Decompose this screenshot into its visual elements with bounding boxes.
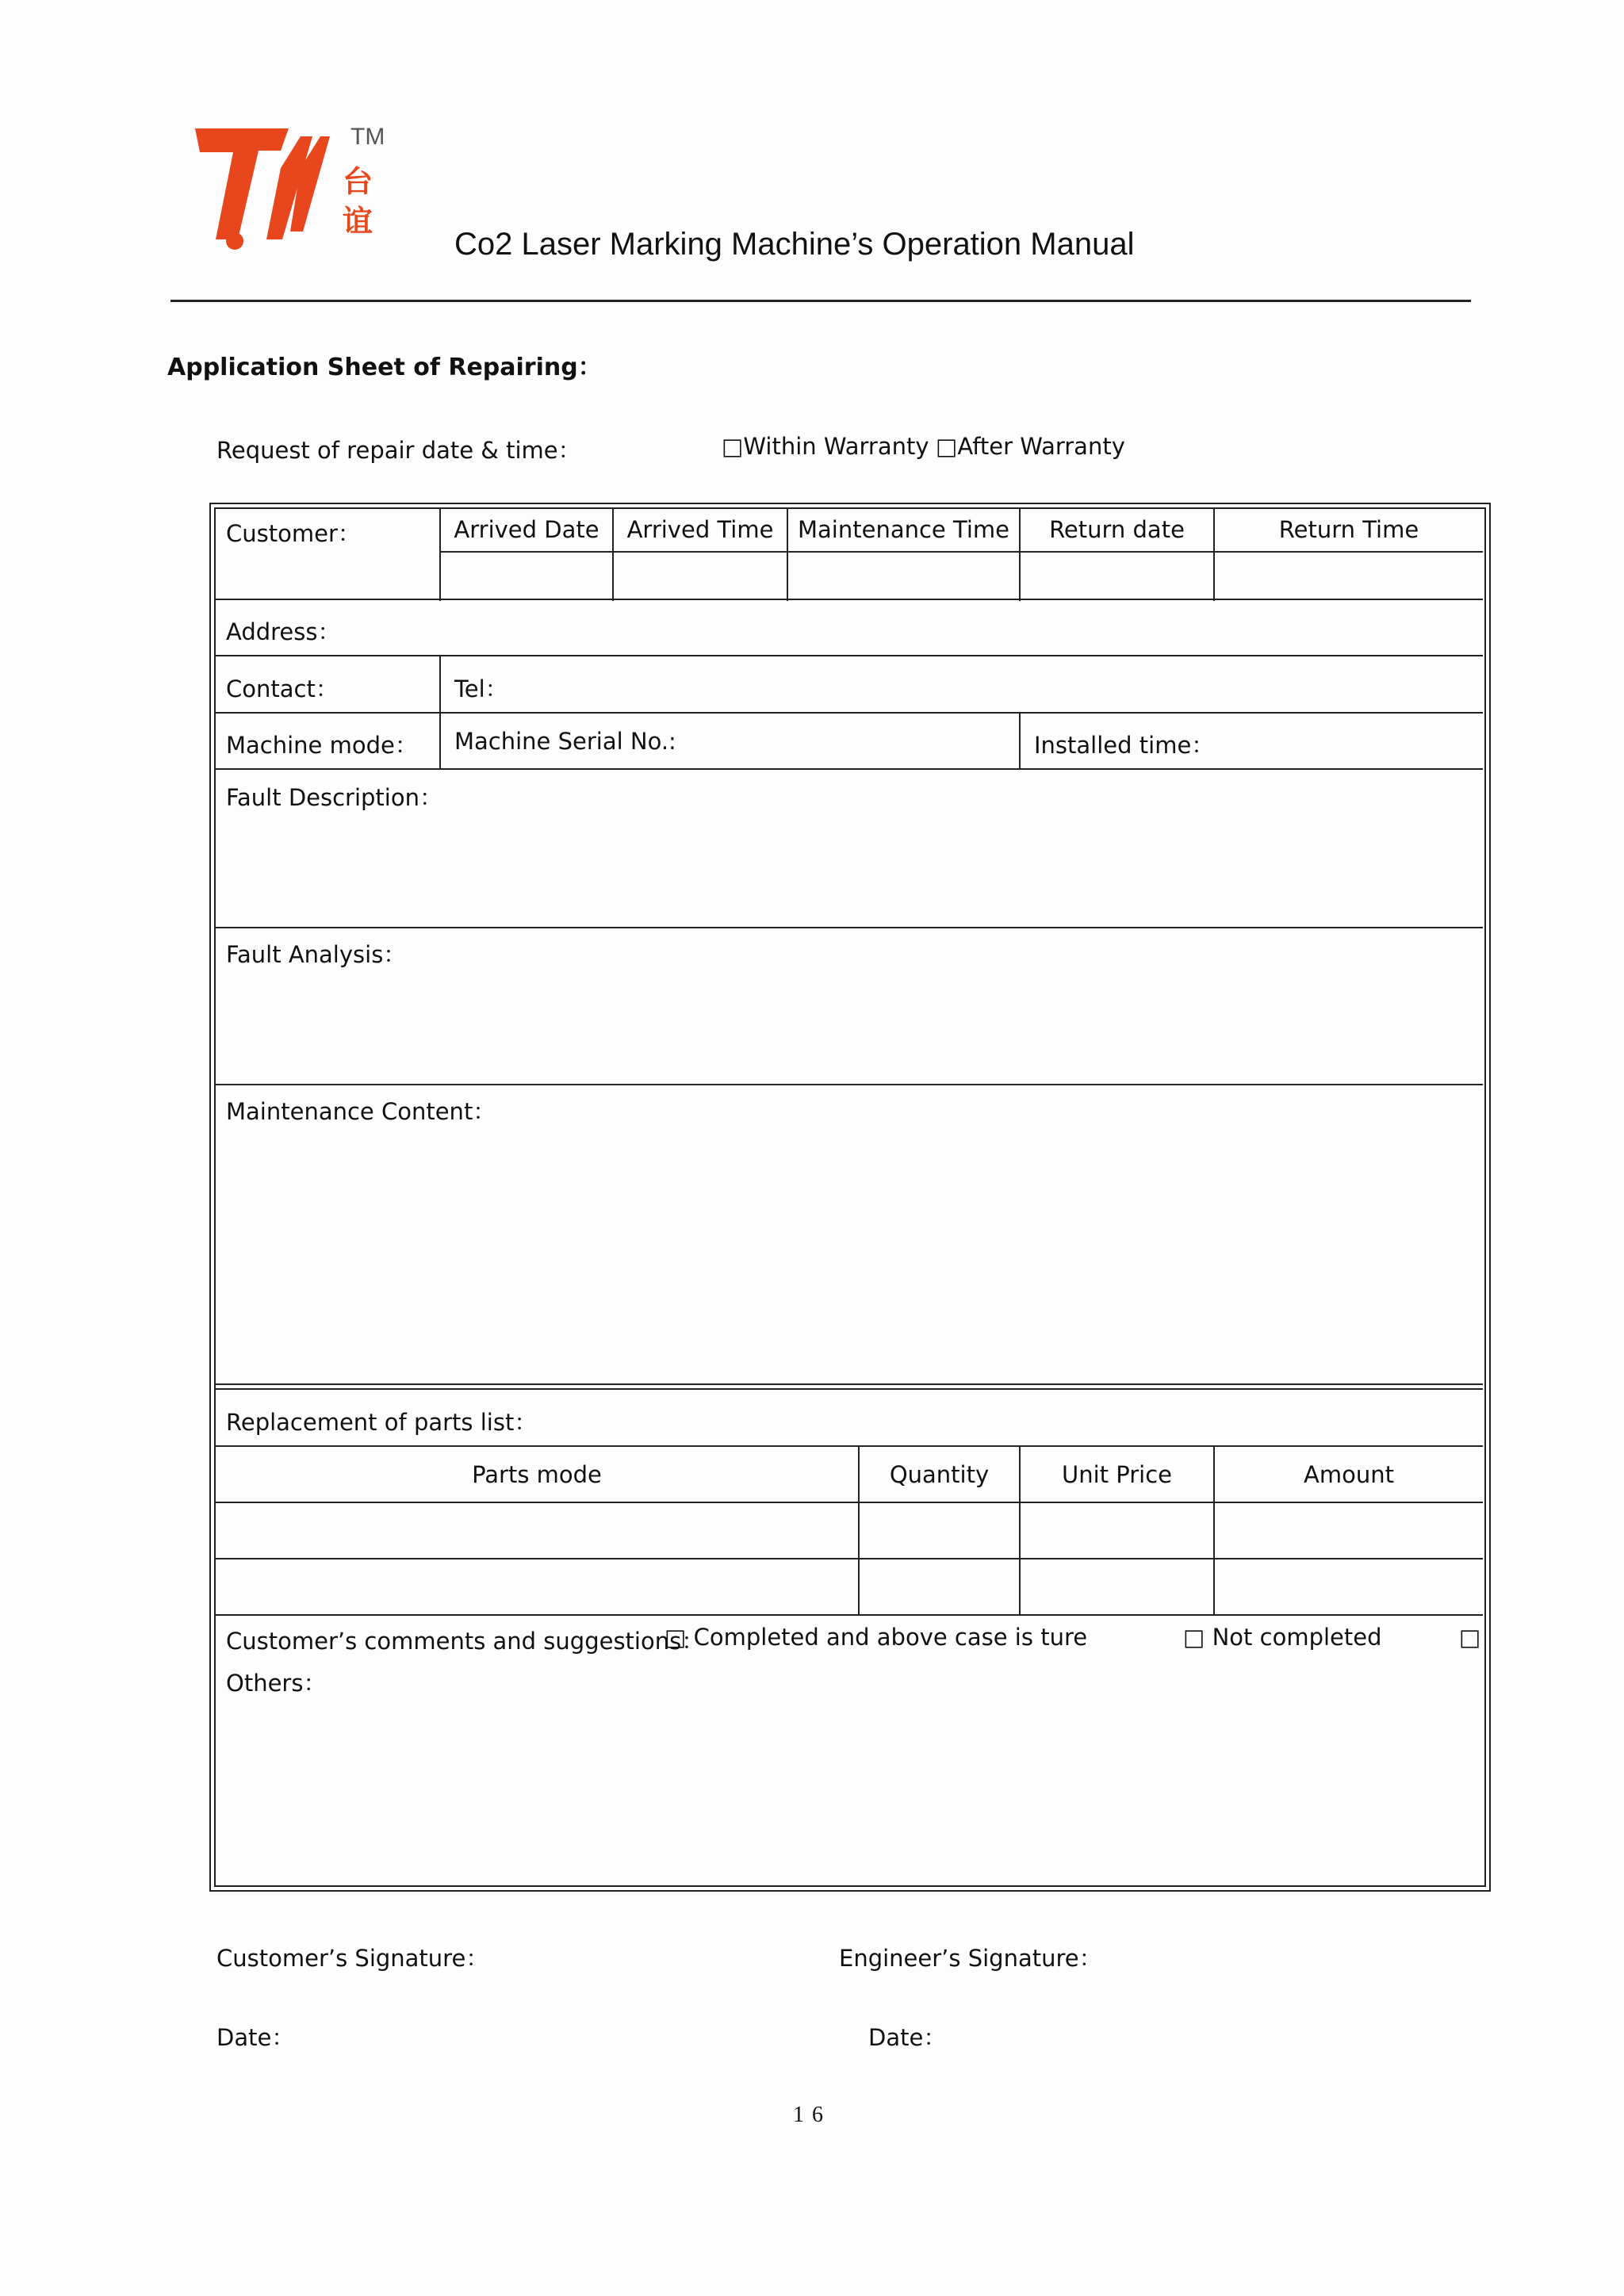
parts-list-label: Replacement of parts list： xyxy=(226,1409,538,1436)
logo-char-2: 谊 xyxy=(343,204,373,239)
grid-line xyxy=(1019,712,1021,770)
grid-line xyxy=(216,1445,1483,1447)
others-label: Others： xyxy=(226,1670,327,1697)
fault-description-label: Fault Description： xyxy=(226,784,442,811)
col-arrived-date: Arrived Date xyxy=(454,516,599,543)
col-return-time: Return Time xyxy=(1278,516,1419,543)
maintenance-content-label: Maintenance Content： xyxy=(226,1098,496,1125)
arrived-date-field[interactable] xyxy=(441,553,612,599)
grid-line xyxy=(216,927,1483,928)
repair-form xyxy=(209,503,1491,1892)
customer-signature-label: Customer’s Signature： xyxy=(216,1945,489,1972)
logo-graphic xyxy=(193,121,400,255)
form-inner-border xyxy=(214,507,1486,1887)
grid-line xyxy=(216,1558,1483,1559)
col-amount: Amount xyxy=(1304,1461,1394,1488)
grid-line xyxy=(439,655,441,770)
comments-label: Customer’s comments and suggestions： xyxy=(226,1628,705,1655)
grid-line xyxy=(216,1388,1483,1390)
col-quantity: Quantity xyxy=(889,1461,990,1488)
page-number: 16 xyxy=(793,2103,831,2127)
grid-line xyxy=(216,1614,1483,1616)
grid-line xyxy=(216,655,1483,656)
engineer-signature-label: Engineer’s Signature： xyxy=(839,1945,1102,1972)
col-maintenance-time: Maintenance Time xyxy=(798,516,1009,543)
col-arrived-time: Arrived Time xyxy=(626,516,774,543)
customer-label: Customer： xyxy=(226,520,361,547)
sheet-title: Application Sheet of Repairing： xyxy=(167,354,602,381)
col-return-date: Return date xyxy=(1049,516,1185,543)
others-checkbox[interactable]: □ xyxy=(1459,1624,1481,1651)
within-warranty-checkbox[interactable]: □Within Warranty xyxy=(722,433,929,460)
arrived-time-field[interactable] xyxy=(614,553,787,599)
contact-label: Contact： xyxy=(226,675,339,702)
machine-mode-label: Machine mode： xyxy=(226,732,418,759)
return-time-field[interactable] xyxy=(1215,553,1483,599)
serial-number-label: Machine Serial No.: xyxy=(454,728,676,755)
logo-char-1: 台 xyxy=(343,164,373,199)
request-date-label: Request of repair date & time： xyxy=(216,437,581,464)
grid-line xyxy=(216,712,1483,714)
installed-time-label: Installed time： xyxy=(1034,732,1215,759)
col-parts-mode: Parts mode xyxy=(472,1461,602,1488)
maintenance-time-field[interactable] xyxy=(788,553,1019,599)
header-divider xyxy=(170,300,1471,302)
grid-line xyxy=(216,1502,1483,1503)
after-warranty-checkbox[interactable]: □After Warranty xyxy=(936,433,1125,460)
address-label: Address： xyxy=(226,618,341,645)
grid-line xyxy=(216,768,1483,770)
customer-date-label: Date： xyxy=(216,2024,295,2051)
tel-label: Tel： xyxy=(454,675,508,702)
completed-checkbox[interactable]: □ Completed and above case is ture xyxy=(665,1624,1088,1651)
grid-line xyxy=(216,1383,1483,1385)
not-completed-checkbox[interactable]: □ Not completed xyxy=(1183,1624,1382,1651)
logo-tm: TM xyxy=(350,124,385,150)
grid-line xyxy=(216,599,1483,600)
engineer-date-label: Date： xyxy=(868,2024,947,2051)
grid-line xyxy=(216,1084,1483,1085)
return-date-field[interactable] xyxy=(1021,553,1213,599)
fault-analysis-label: Fault Analysis： xyxy=(226,941,407,968)
document-title: Co2 Laser Marking Machine’s Operation Manual xyxy=(454,227,1135,262)
col-unit-price: Unit Price xyxy=(1062,1461,1172,1488)
company-logo xyxy=(193,121,400,255)
